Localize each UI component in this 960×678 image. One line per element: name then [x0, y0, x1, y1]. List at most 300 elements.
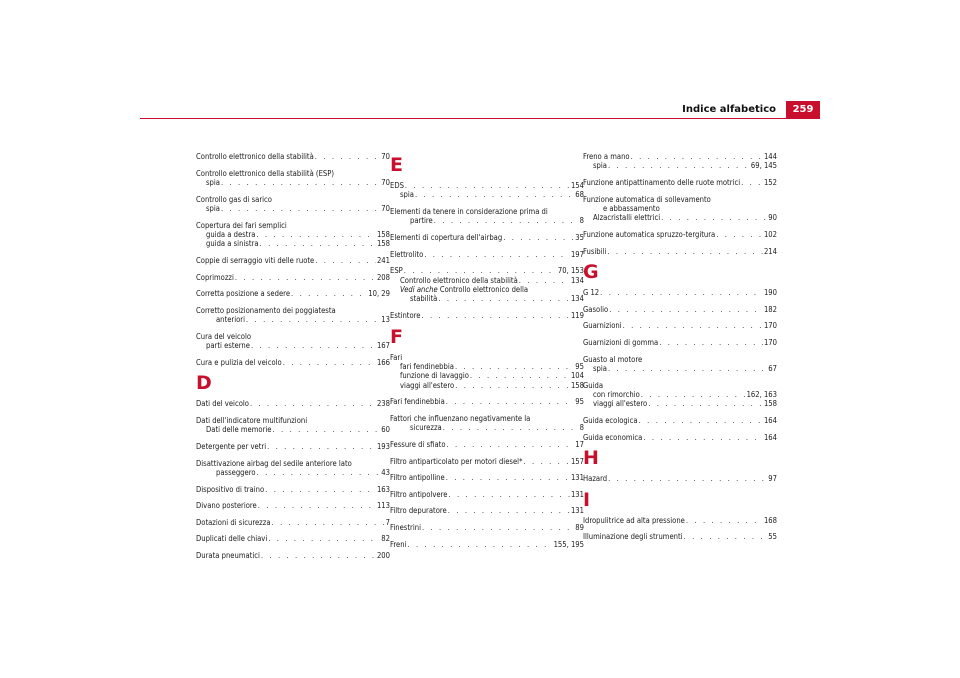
entry-text-wrap: [593, 213, 660, 222]
dot-leader: [290, 289, 367, 298]
index-entry: [583, 532, 777, 541]
entry-text-wrap: [583, 305, 608, 314]
index-heading: [390, 440, 584, 449]
index-heading: [390, 540, 584, 549]
index-entry: [196, 169, 390, 188]
page-reference: 102: [763, 230, 777, 239]
dot-leader: [420, 311, 569, 320]
entry-text-wrap: [400, 285, 528, 294]
entry-text: Detergente per vetri: [196, 441, 267, 451]
page-reference: 55: [768, 532, 777, 542]
index-entry: [196, 221, 390, 249]
page-reference: 70: [381, 204, 390, 213]
index-heading: [196, 551, 390, 560]
entry-text-wrap: [206, 341, 250, 350]
entry-text-wrap: [583, 381, 603, 390]
dot-leader: [622, 321, 763, 330]
dot-leader: [249, 399, 376, 408]
index-heading: [390, 506, 584, 515]
entry-text-wrap: [196, 256, 314, 265]
entry-text-wrap: [390, 353, 402, 362]
entry-text-wrap: [196, 289, 290, 298]
index-entry: [390, 506, 584, 515]
index-heading: [196, 169, 390, 178]
index-entry: [390, 181, 584, 200]
entry-text-wrap: [390, 397, 445, 406]
page-reference: 190: [763, 288, 777, 298]
index-entry: [390, 250, 584, 259]
entry-text: Freni: [390, 539, 407, 549]
page-reference: 60: [381, 425, 390, 435]
entry-text: Guida: [583, 380, 604, 390]
index-title: Indice alfabetico: [682, 104, 776, 115]
page-reference: 82: [381, 534, 390, 544]
entry-text: spia: [400, 190, 414, 200]
index-heading: [196, 306, 390, 315]
index-subentry: [583, 161, 777, 170]
dot-leader: [267, 534, 380, 543]
entry-text-wrap: [196, 358, 282, 367]
dot-leader: [259, 239, 376, 248]
entry-text-wrap: [583, 338, 658, 347]
index-subentry: [390, 423, 584, 432]
section-letter: I: [583, 488, 591, 511]
index-heading: [390, 397, 584, 406]
entry-text: Dati del veicolo: [196, 399, 249, 409]
index-entry: [390, 457, 584, 466]
entry-text-wrap: [593, 390, 640, 399]
entry-text: stabilità: [410, 294, 438, 304]
entry-text: Divano posteriore: [196, 501, 257, 511]
index-heading: [196, 534, 390, 543]
entry-text: Funzione automatica spruzzo-tergitura: [583, 230, 716, 239]
index-entry: [390, 353, 584, 391]
entry-text: Copertura dei fari semplici: [196, 220, 287, 230]
index-entry: [583, 195, 777, 223]
dot-leader: [272, 425, 381, 434]
entry-text-wrap: [583, 355, 642, 364]
index-heading: [196, 289, 390, 298]
page-reference: 134: [570, 275, 584, 285]
dot-leader: [271, 518, 385, 527]
page-reference: 163: [376, 484, 390, 494]
index-subentry: [583, 399, 777, 408]
dot-leader: [414, 190, 574, 199]
index-column-3: [583, 152, 777, 549]
index-subentry: [390, 285, 584, 294]
index-heading: [390, 311, 584, 320]
page-reference: 70: [381, 152, 390, 161]
dot-leader: [250, 341, 376, 350]
index-entry: [583, 321, 777, 330]
page-reference: 162, 163: [746, 389, 777, 399]
entry-text-wrap: [410, 216, 433, 225]
dot-leader: [282, 358, 376, 367]
index-heading: [583, 288, 777, 297]
entry-text-wrap: [583, 516, 685, 525]
page-reference: 95: [575, 397, 584, 407]
dot-leader: [660, 213, 767, 222]
page-reference: 43: [381, 467, 390, 477]
entry-text: Dotazioni di sicurezza: [196, 517, 271, 527]
index-subentry: [390, 190, 584, 199]
index-subentry: [390, 362, 584, 371]
entry-text-wrap: [196, 195, 272, 204]
entry-text: spia: [206, 204, 220, 213]
entry-text: spia: [593, 363, 607, 373]
dot-leader: [683, 532, 768, 541]
entry-text: Dispositivo di traino: [196, 484, 265, 494]
dot-leader: [447, 506, 570, 515]
index-heading: [390, 207, 584, 216]
index-entry: [390, 397, 584, 406]
index-entry: [196, 416, 390, 435]
index-heading: [196, 256, 390, 265]
entry-text: Fari fendinebbia: [390, 397, 445, 407]
dot-leader: [404, 181, 570, 190]
index-entry: [196, 501, 390, 510]
page-reference: 8: [579, 216, 584, 226]
entry-text-wrap: [390, 473, 445, 482]
page-reference: 134: [570, 294, 584, 304]
dot-leader: [234, 273, 376, 282]
index-subentry: [196, 425, 390, 434]
entry-text: Dati delle memorie: [206, 425, 272, 435]
entry-text: Dati dell'indicatore multifunzioni: [196, 415, 308, 425]
dot-leader: [245, 315, 380, 324]
index-heading: [196, 195, 390, 204]
entry-text: EDS: [390, 181, 404, 190]
entry-text-wrap: [196, 459, 352, 468]
see-also-label: Vedi anche: [400, 285, 438, 294]
entry-text: Durata pneumatici: [196, 550, 260, 560]
index-heading: [196, 485, 390, 494]
entry-text: Cura del veicolo: [196, 331, 252, 341]
entry-text-wrap: [390, 311, 420, 320]
page-reference: 13: [381, 315, 390, 325]
index-heading: [583, 532, 777, 541]
index-entry: [390, 311, 584, 320]
index-subentry: [583, 213, 777, 222]
entry-text-wrap: [390, 233, 502, 242]
index-entry: [583, 381, 777, 409]
index-heading: [196, 358, 390, 367]
entry-text-wrap: [196, 332, 251, 341]
entry-text: Guarnizioni: [583, 321, 622, 331]
entry-text: spia: [206, 178, 220, 187]
entry-text-wrap: [583, 321, 622, 330]
index-entry: [196, 459, 390, 478]
index-entry: [196, 332, 390, 351]
dot-leader: [606, 247, 763, 256]
index-heading: [390, 523, 584, 532]
dot-leader: [454, 381, 570, 390]
entry-text: Corretto posizionamento dei poggiatesta: [196, 305, 336, 315]
entry-text: Disattivazione airbag del sedile anteriore lato: [196, 458, 352, 468]
index-subentry: [390, 294, 584, 303]
page-reference: 197: [570, 249, 584, 259]
entry-text: Elementi di copertura dell'airbag: [390, 233, 503, 242]
page-reference: 70, 153: [557, 266, 584, 276]
entry-text: Duplicati delle chiavi: [196, 534, 268, 544]
entry-text: Freno a mano: [583, 152, 630, 161]
entry-text: Controllo elettronico della stabilità (ESP): [196, 168, 335, 178]
index-heading: [583, 416, 777, 425]
page-reference: 182: [763, 304, 777, 314]
entry-text-wrap: [593, 399, 647, 408]
page-reference: 131: [570, 506, 584, 516]
dot-leader: [255, 230, 376, 239]
index-heading: [196, 273, 390, 282]
index-entry: [583, 247, 777, 256]
index-heading: [583, 247, 777, 256]
index-entry: [390, 266, 584, 304]
page-reference: 164: [763, 415, 777, 425]
entry-text-wrap: [390, 506, 447, 515]
dot-leader: [518, 276, 570, 285]
entry-text: Filtro antipolline: [390, 473, 445, 483]
entry-text: Corretta posizione a sedere: [196, 289, 291, 299]
section-letter: D: [196, 372, 212, 395]
index-heading: [583, 230, 777, 239]
entry-text: anteriori: [216, 315, 245, 325]
index-entry: [583, 338, 777, 347]
index-heading: [196, 501, 390, 510]
index-subentry: [390, 371, 584, 380]
entry-text-wrap: [196, 518, 271, 527]
index-subentry: [390, 381, 584, 390]
entry-text-wrap: [196, 501, 257, 510]
index-entry: [583, 288, 777, 297]
entry-text-wrap: [583, 195, 711, 204]
page-reference: 241: [376, 256, 390, 265]
entry-text: Fari: [390, 352, 403, 362]
index-heading: [390, 457, 584, 466]
page-reference: 119: [570, 311, 584, 320]
entry-text-wrap: [196, 221, 287, 230]
index-heading: [583, 355, 777, 364]
entry-text-wrap: [196, 273, 234, 282]
dot-leader: [220, 204, 380, 213]
page-number-tab: 259: [786, 101, 820, 118]
entry-text-wrap: [583, 433, 642, 442]
dot-leader: [607, 364, 767, 373]
dot-leader: [607, 161, 750, 170]
entry-text: passeggero: [216, 467, 256, 477]
index-entry: [196, 534, 390, 543]
index-entry: [390, 490, 584, 499]
page-reference: 69, 145: [750, 161, 777, 171]
entry-text-wrap: [390, 490, 447, 499]
dot-leader: [640, 390, 746, 399]
index-entry: [196, 551, 390, 560]
index-subentry: [196, 204, 390, 213]
entry-text-wrap: [400, 190, 414, 199]
entry-text: viaggi all'estero: [593, 399, 648, 409]
entry-text: Coprimozzi: [196, 272, 234, 282]
entry-text-wrap: [196, 485, 264, 494]
index-heading: [390, 181, 584, 190]
index-heading: [583, 195, 777, 204]
index-heading: [196, 459, 390, 468]
entry-text-wrap: [603, 204, 660, 213]
index-subentry: [390, 216, 584, 225]
index-heading: [583, 305, 777, 314]
entry-text-wrap: [206, 204, 220, 213]
page-reference: 35: [575, 233, 584, 242]
entry-text-wrap: [390, 440, 446, 449]
entry-text-wrap: [400, 276, 518, 285]
dot-leader: [257, 501, 376, 510]
index-entry: [390, 523, 584, 532]
dot-leader: [406, 540, 552, 549]
entry-text: spia: [593, 161, 607, 171]
page-reference: 200: [376, 550, 390, 560]
entry-text: Guasto al motore: [583, 354, 643, 364]
dot-leader: [630, 152, 763, 161]
page-reference: 104: [570, 371, 584, 381]
index-entry: [583, 152, 777, 171]
entry-text: Controllo elettronico della stabilità: [196, 152, 314, 161]
index-heading: [583, 474, 777, 483]
entry-text: Fessure di sfiato: [390, 440, 446, 449]
entry-text-wrap: [390, 457, 523, 466]
entry-text: Hazard: [583, 474, 608, 484]
index-heading: [583, 338, 777, 347]
index-entry: [196, 152, 390, 161]
index-heading: [583, 381, 777, 390]
entry-text-wrap: [196, 534, 267, 543]
dot-leader: [454, 362, 574, 371]
entry-text-wrap: [196, 442, 266, 451]
dot-leader: [256, 468, 381, 477]
page-reference: 208: [376, 272, 390, 282]
entry-text: sicurezza: [410, 423, 442, 433]
dot-leader: [442, 423, 579, 432]
page-reference: 168: [763, 515, 777, 525]
dot-leader: [314, 256, 376, 265]
index-entry: [583, 305, 777, 314]
entry-text: e abbassamento: [603, 204, 660, 213]
page-reference: 155, 195: [553, 539, 584, 549]
entry-text-wrap: [583, 152, 630, 161]
dot-leader: [433, 216, 579, 225]
index-entry: [583, 474, 777, 483]
entry-text: Filtro antiparticolato per motori diesel*: [390, 456, 523, 466]
page-reference: 214: [763, 246, 777, 256]
index-subentry: [583, 204, 777, 213]
dot-leader: [658, 338, 763, 347]
index-entry: [196, 289, 390, 298]
dot-leader: [647, 399, 763, 408]
entry-text: Elettrolito: [390, 249, 424, 259]
index-heading: [196, 152, 390, 161]
index-subentry: [196, 341, 390, 350]
page-reference: 238: [376, 399, 390, 409]
entry-text-wrap: [400, 381, 454, 390]
entry-text: parti esterne: [206, 341, 250, 351]
entry-text-wrap: [206, 425, 272, 434]
index-subentry: [196, 468, 390, 477]
dot-leader: [264, 485, 376, 494]
page-reference: 158: [570, 380, 584, 390]
index-heading: [390, 233, 584, 242]
entry-text: Fusibili: [583, 246, 607, 256]
entry-text: Elementi da tenere in considerazione prima di: [390, 207, 548, 216]
page-reference: 170: [763, 337, 777, 347]
entry-text-wrap: [196, 551, 260, 560]
entry-text-wrap: [216, 468, 256, 477]
dot-leader: [715, 230, 763, 239]
dot-leader: [599, 288, 763, 297]
index-entry: [196, 399, 390, 408]
entry-text: Illuminazione degli strumenti: [583, 532, 683, 542]
entry-text-wrap: [593, 364, 607, 373]
dot-leader: [421, 523, 574, 532]
entry-text: con rimorchio: [593, 389, 640, 399]
page-reference: 170: [763, 321, 777, 331]
index-entry: [390, 473, 584, 482]
page-reference: 164: [763, 432, 777, 442]
dot-leader: [685, 516, 763, 525]
index-entry: [196, 195, 390, 214]
entry-text: Funzione automatica di sollevamento: [583, 194, 711, 204]
entry-text-wrap: [583, 532, 683, 541]
entry-text: Guarnizioni di gomma: [583, 337, 659, 347]
index-subentry: [583, 364, 777, 373]
entry-text: Cura e pulizia del veicolo: [196, 357, 282, 367]
entry-text: Estintore: [390, 311, 421, 320]
entry-text: Filtro depuratore: [390, 506, 447, 516]
index-heading: [583, 178, 777, 187]
section-letter: G: [583, 261, 599, 284]
index-heading: [196, 399, 390, 408]
index-heading: [196, 442, 390, 451]
index-entry: [583, 433, 777, 442]
index-heading: [196, 221, 390, 230]
index-subentry: [196, 315, 390, 324]
dot-leader: [220, 178, 380, 187]
index-entry: [583, 230, 777, 239]
entry-text: viaggi all'estero: [400, 380, 455, 390]
entry-text: Finestrini: [390, 522, 421, 532]
page-reference: 95: [575, 362, 584, 371]
dot-leader: [642, 433, 763, 442]
dot-leader: [638, 416, 763, 425]
entry-text-wrap: [206, 239, 259, 248]
dot-leader: [740, 178, 763, 187]
entry-text: Guida economica: [583, 432, 643, 442]
index-heading: [583, 516, 777, 525]
entry-text-wrap: [583, 474, 607, 483]
page-reference: 7: [385, 517, 390, 527]
page-reference: 67: [768, 363, 777, 373]
entry-text: fari fendinebbia: [400, 362, 454, 371]
dot-leader: [445, 473, 570, 482]
index-column-2: [390, 152, 584, 556]
section-letter: H: [583, 447, 599, 470]
entry-text-wrap: [390, 540, 406, 549]
page-reference: 131: [570, 473, 584, 483]
index-entry: [196, 358, 390, 367]
index-heading: [390, 473, 584, 482]
index-entry: [390, 540, 584, 549]
entry-text-wrap: [196, 399, 249, 408]
entry-text-wrap: [390, 523, 421, 532]
page-reference: 89: [575, 522, 584, 532]
index-subentry: [196, 239, 390, 248]
dot-leader: [437, 294, 570, 303]
